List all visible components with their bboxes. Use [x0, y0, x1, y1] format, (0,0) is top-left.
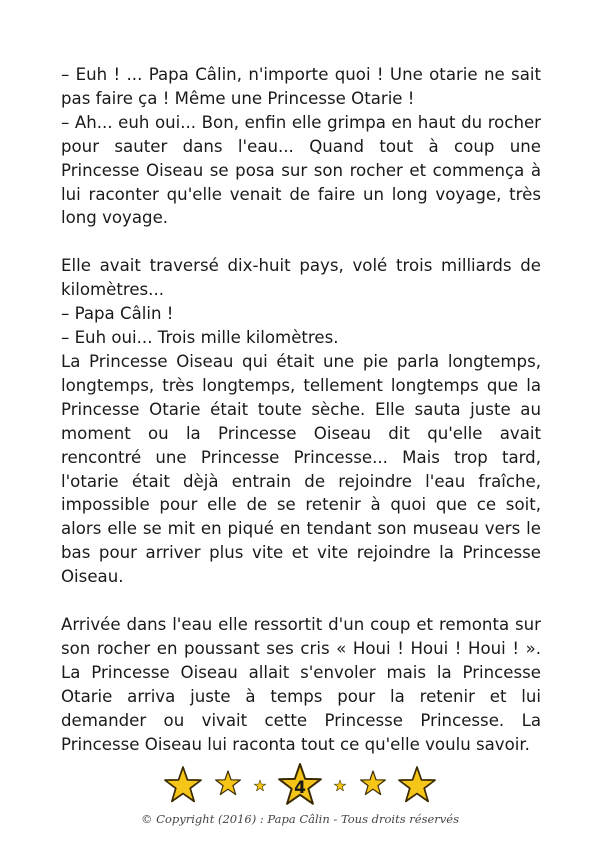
paragraph-5: – Euh oui... Trois mille kilomètres. — [61, 328, 339, 348]
copyright-notice: © Copyright (2016) : Papa Câlin - Tous droits réservés — [141, 812, 459, 826]
paragraph-3: Elle avait traversé dix-huit pays, volé trois milliards de kilomètres... — [61, 256, 541, 300]
paragraph-6: La Princesse Oiseau qui était une pie parla longtemps, longtemps, très longtemps, tellement longtemps que la Princesse Otarie était toute sèche. Elle sauta juste au moment ou la Princesse Oiseau dit qu'elle avait rencontré une Princesse Princesse... Mais trop tard, l'otarie était dèjà entrain de rejoindre l'eau fraîche, impossible pour elle de se retenir à quoi que ce soit, alors elle se mit en piqué en tendant son museau vers le bas pour arriver plus vite et vite rejoindre la Princesse Oiseau. — [61, 351, 541, 587]
star-icon — [399, 767, 435, 801]
stars-graphic — [0, 762, 600, 812]
star-icon — [361, 771, 386, 795]
story-text — [61, 63, 541, 756]
paragraph-2: – Ah... euh oui... Bon, enfin elle grimpa en haut du rocher pour sauter dans l'eau... Quand tout à coup une Princesse Oiseau se posa sur son rocher et commença à lui raconter qu'elle venait de faire un long voyage, très long voyage. — [61, 112, 541, 228]
paragraph-1: – Euh ! ... Papa Câlin, n'importe quoi ! Une otarie ne sait pas faire ça ! Même une Princesse Otarie ! — [61, 65, 541, 108]
paragraph-7: Arrivée dans l'eau elle ressortit d'un coup et remonta sur son rocher en poussant ses cris « Houi ! Houi ! Houi ! ». La Princesse Oiseau allait s'envoler mais la Princesse Otarie arriva juste à temps pour la retenir et lui demander ou vivait cette Princesse Princesse. La Princesse Oiseau lui raconta tout ce qu'elle voulu savoir. — [61, 615, 541, 754]
star-icon — [254, 780, 265, 791]
star-icon — [216, 771, 241, 795]
paragraph-4: – Papa Câlin ! — [61, 304, 174, 324]
star-icon — [334, 780, 345, 791]
page-number: 4 — [294, 778, 306, 798]
footer-decoration — [0, 762, 600, 812]
star-icon — [165, 767, 201, 801]
